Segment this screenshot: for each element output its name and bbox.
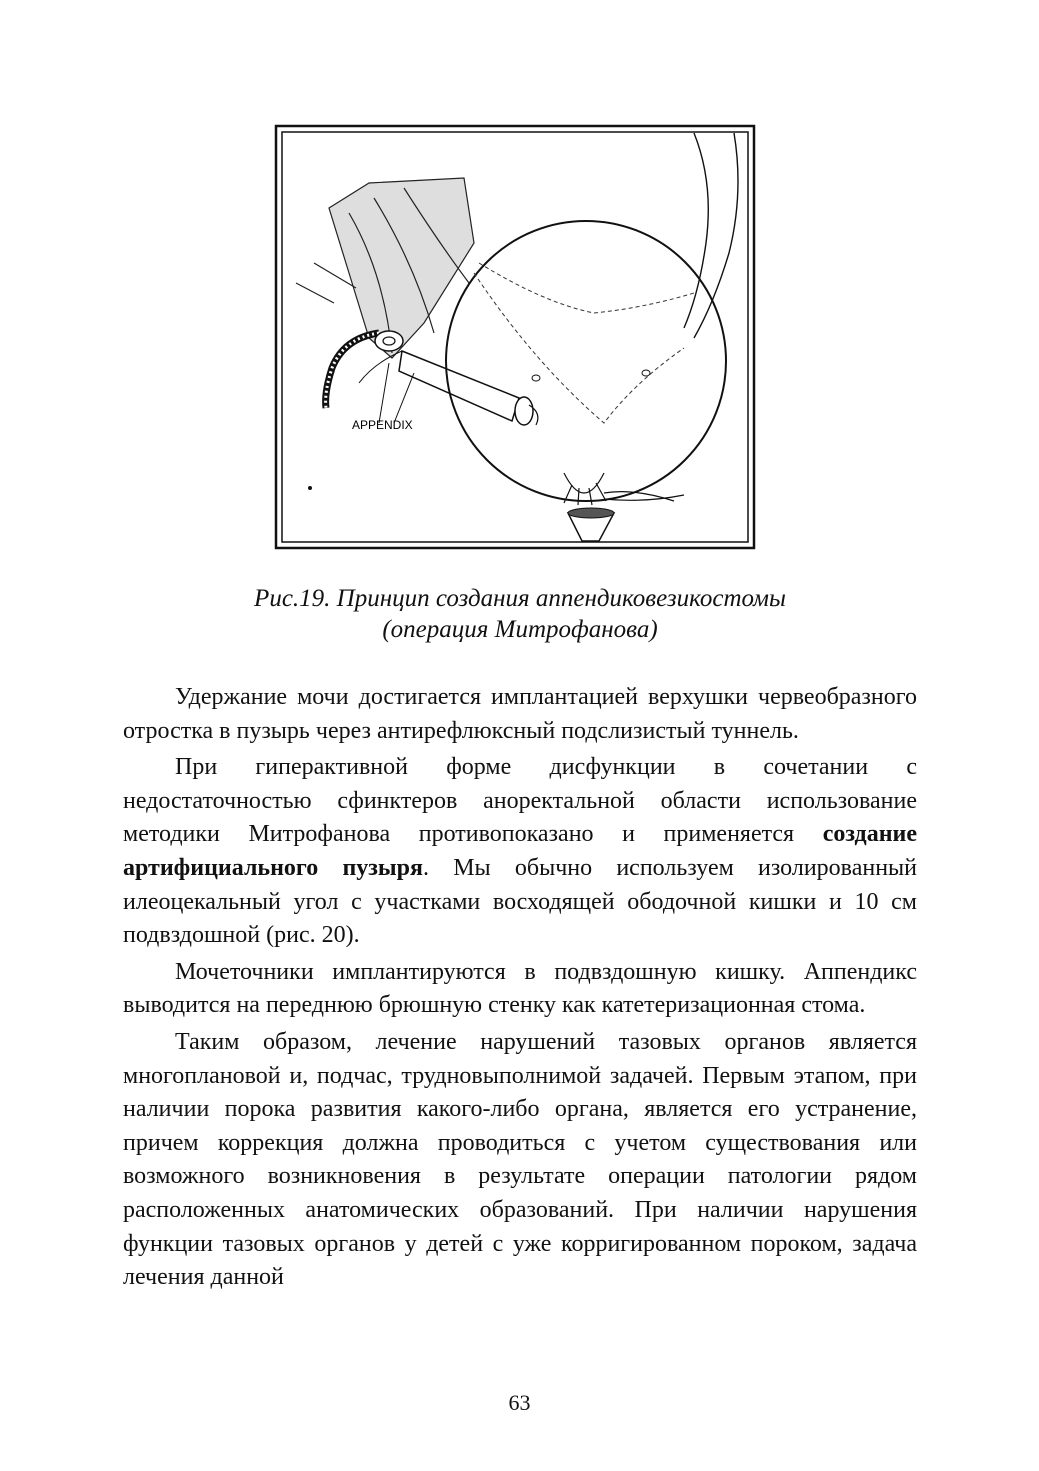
caption-line-1: Рис.19. Принцип создания аппендиковезикостомы <box>254 585 786 612</box>
figure-caption <box>150 583 890 645</box>
body-text <box>123 681 917 1295</box>
caption-line-2: (операция Митрофанова) <box>382 616 658 643</box>
paragraph-1: Удержание мочи достигается имплантацией верхушки червеобразного отростка в пузырь через антирефлюксный подслизистый туннель. <box>123 684 917 744</box>
appendix-label: APPENDIX <box>352 418 413 432</box>
page-number: 63 <box>508 1390 531 1415</box>
appendix-tube <box>399 351 519 421</box>
paragraph-2-end: . Мы обычно используем изолированный илеоцекальный угол с участками восходящей ободочной кишки и 10 см подвздошной (рис. 20). <box>123 854 918 949</box>
bowel-segment <box>329 178 474 358</box>
paragraph-4: Таким образом, лечение нарушений тазовых органов является многоплановой и, подчас, трудновыполнимой задачей. Первым этапом, при наличии порока развития какого-либо органа, является его устранение, причем коррекция должна проводиться с учетом существования или возможного возникновения в результате операции патологии рядом расположенных анатомических образований. При наличии нарушения функции тазовых органов у детей с уже корригированном пороком, задача лечения данной <box>123 1028 917 1291</box>
figure-illustration <box>274 123 758 551</box>
bladder <box>446 221 726 501</box>
paragraph-2-bold-term: создание артифициального пузыря <box>123 821 917 881</box>
paragraph-3: Мочеточники имплантируются в подвздошную кишку. Аппендикс выводится на переднюю брюшную стенку как катетеризационная стома. <box>123 958 917 1019</box>
paragraph-2 <box>123 751 917 953</box>
paragraph-2-start: При гиперактивной форме дисфункции в сочетании с недостаточностью сфинктеров аноректальной области использование методики Митрофанова противопоказано и применяется <box>123 754 917 848</box>
figure-frame <box>276 126 754 548</box>
appendicovesicostomy-drawing <box>274 123 758 551</box>
